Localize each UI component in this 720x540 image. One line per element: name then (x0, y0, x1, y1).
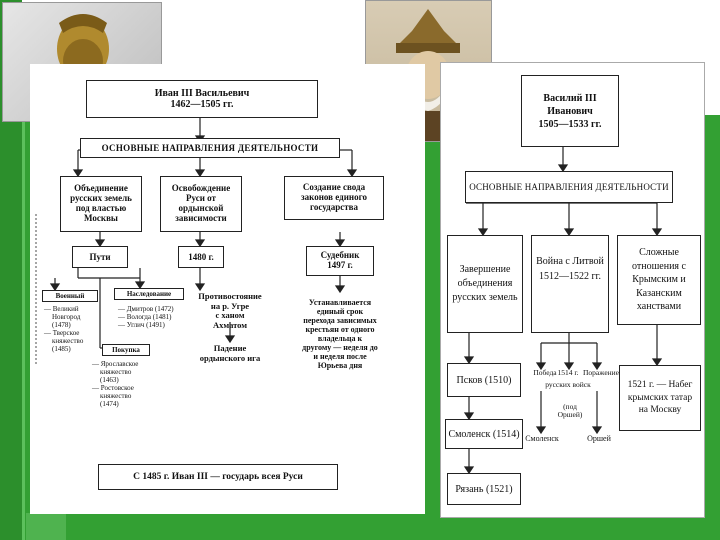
corner-square (26, 513, 66, 540)
col3-line: Казанским (636, 287, 682, 299)
unification-completion-box (447, 235, 523, 333)
col1-line: Завершение (459, 264, 511, 275)
ryazan-box: Рязань (1521) (447, 473, 521, 505)
year-1514-label: 1514 г. (557, 368, 579, 377)
col3-line: Крымским и (632, 274, 686, 286)
russian-troops-label: русских войск (545, 380, 591, 389)
col3-line: отношения с (632, 260, 686, 272)
ugra-line: Противостояние (198, 291, 262, 301)
sudebnik-line: Юрьева дня (317, 361, 363, 371)
ugra-line: с ханом (215, 310, 245, 321)
col1-line: русских земель (452, 292, 518, 303)
military-item: — Тверское (44, 329, 80, 338)
col3-line3: государства (309, 201, 358, 212)
crimea-line: крымских татар (627, 392, 693, 403)
col3-line1: Создание свода (302, 182, 366, 193)
col2-line: Война с Литвой (536, 256, 604, 267)
liberation-heading-box (160, 176, 242, 232)
sudebnik-line: другому — неделя до (302, 343, 378, 353)
battle-place-line: (под (563, 402, 577, 411)
purchase-item: княжество (100, 392, 132, 401)
vasily-iii-name: Василий III Иванович (543, 92, 597, 117)
horde-fall-line: ордынского ига (199, 352, 261, 363)
military-list (44, 305, 83, 353)
military-item: княжество (52, 337, 84, 346)
col2-line1: Освобождение (171, 183, 231, 194)
crimean-raid-box (619, 365, 701, 431)
col1-line2: русских земель (70, 193, 132, 204)
col1-line4: Москвы (84, 212, 118, 223)
inherited-item: — Вологда (1481) (118, 313, 172, 322)
ivan-iii-directions-box: ОСНОВНЫЕ НАПРАВЛЕНИЯ ДЕЯТЕЛЬНОСТИ (80, 138, 340, 158)
unification-heading-box (60, 176, 142, 232)
year-1480-box: 1480 г. (178, 246, 224, 268)
horde-fall-line: Падение (213, 343, 247, 353)
sudebnik-line: и неделя после (313, 352, 367, 362)
col2-line3: ордынской (178, 203, 224, 213)
military-item: (1478) (52, 321, 71, 330)
ways-box: Пути (72, 246, 128, 268)
khanates-relations-box (617, 235, 701, 325)
ivan-iii-name: Иван III Васильевич (154, 87, 250, 99)
col1-line: объединения (457, 278, 513, 289)
sudebnik-line: владельца к (317, 334, 363, 344)
ugra-line: на р. Угре (210, 300, 250, 311)
ugra-line: Ахматом (212, 319, 248, 330)
col3-line2: законов единого (301, 192, 367, 203)
stripe-line (22, 118, 25, 540)
lithuania-war-box (531, 235, 609, 333)
smolensk-small-label: Смоленск (525, 434, 559, 443)
vasily-iii-diagram-sheet (440, 62, 705, 518)
sudebnik-description (286, 298, 394, 370)
inherited-item: — Дмитров (1472) (118, 305, 174, 313)
horde-fall-text (188, 344, 272, 363)
ivan-iii-diagram-sheet (30, 64, 425, 514)
law-code-heading-box (284, 176, 384, 220)
purchase-list (92, 360, 138, 408)
crimea-line: 1521 г. — Набег (627, 379, 693, 390)
battle-place-label (551, 403, 589, 420)
inherited-list (118, 305, 174, 329)
sudebnik-title: Судебник (320, 250, 360, 261)
sudebnik-line: Устанавливается (308, 298, 372, 307)
defeat-label: Поражение (582, 368, 619, 377)
col2-line4: зависимости (175, 212, 227, 223)
purchase-item: княжество (100, 368, 132, 377)
col1-line3: под властью (75, 203, 127, 213)
purchase-box: Покупка (102, 344, 150, 356)
col3-line: ханствами (636, 301, 682, 313)
smolensk-box: Смоленск (1514) (445, 419, 523, 449)
purchase-item: — Ярославское (92, 360, 139, 368)
sudebnik-line: крестьян от одного (305, 325, 375, 335)
inherited-box: Наследование (114, 288, 184, 300)
vasily-iii-title-box (521, 75, 619, 147)
vasily-iii-years: 1505—1533 гг. (538, 118, 602, 130)
sovereign-summary-box: С 1485 г. Иван III — государь всея Руси (98, 464, 338, 490)
victory-line: Победа (533, 368, 557, 377)
sudebnik-line: единый срок (316, 307, 364, 317)
orsha-label: Оршей (587, 434, 611, 443)
sudebnik-box (306, 246, 374, 276)
col3-line: Сложные (639, 247, 679, 259)
ivan-iii-years: 1462—1505 гг. (170, 99, 234, 110)
military-box: Военный (42, 290, 98, 302)
col2-line2: Руси от (186, 193, 216, 204)
purchase-item: — Ростовское (92, 384, 134, 393)
purchase-item: (1474) (100, 400, 119, 409)
military-item: Новгород (52, 313, 81, 322)
military-item: — Великий (44, 305, 79, 313)
crimea-line: на Москву (638, 405, 682, 416)
ugra-text (190, 292, 270, 330)
sudebnik-year: 1497 г. (327, 260, 353, 270)
military-item: (1485) (52, 345, 71, 354)
vasily-iii-directions-box: ОСНОВНЫЕ НАПРАВЛЕНИЯ ДЕЯТЕЛЬНОСТИ (465, 171, 673, 203)
col1-line1: Объединение (74, 183, 128, 194)
col2-line: 1512—1522 гг. (538, 271, 602, 282)
purchase-item: (1463) (100, 376, 119, 385)
battle-place-line: Оршей) (557, 410, 583, 420)
inherited-item: — Углич (1491) (118, 321, 165, 330)
pskov-box: Псков (1510) (447, 363, 521, 397)
sudebnik-line: перехода зависимых (303, 316, 377, 326)
